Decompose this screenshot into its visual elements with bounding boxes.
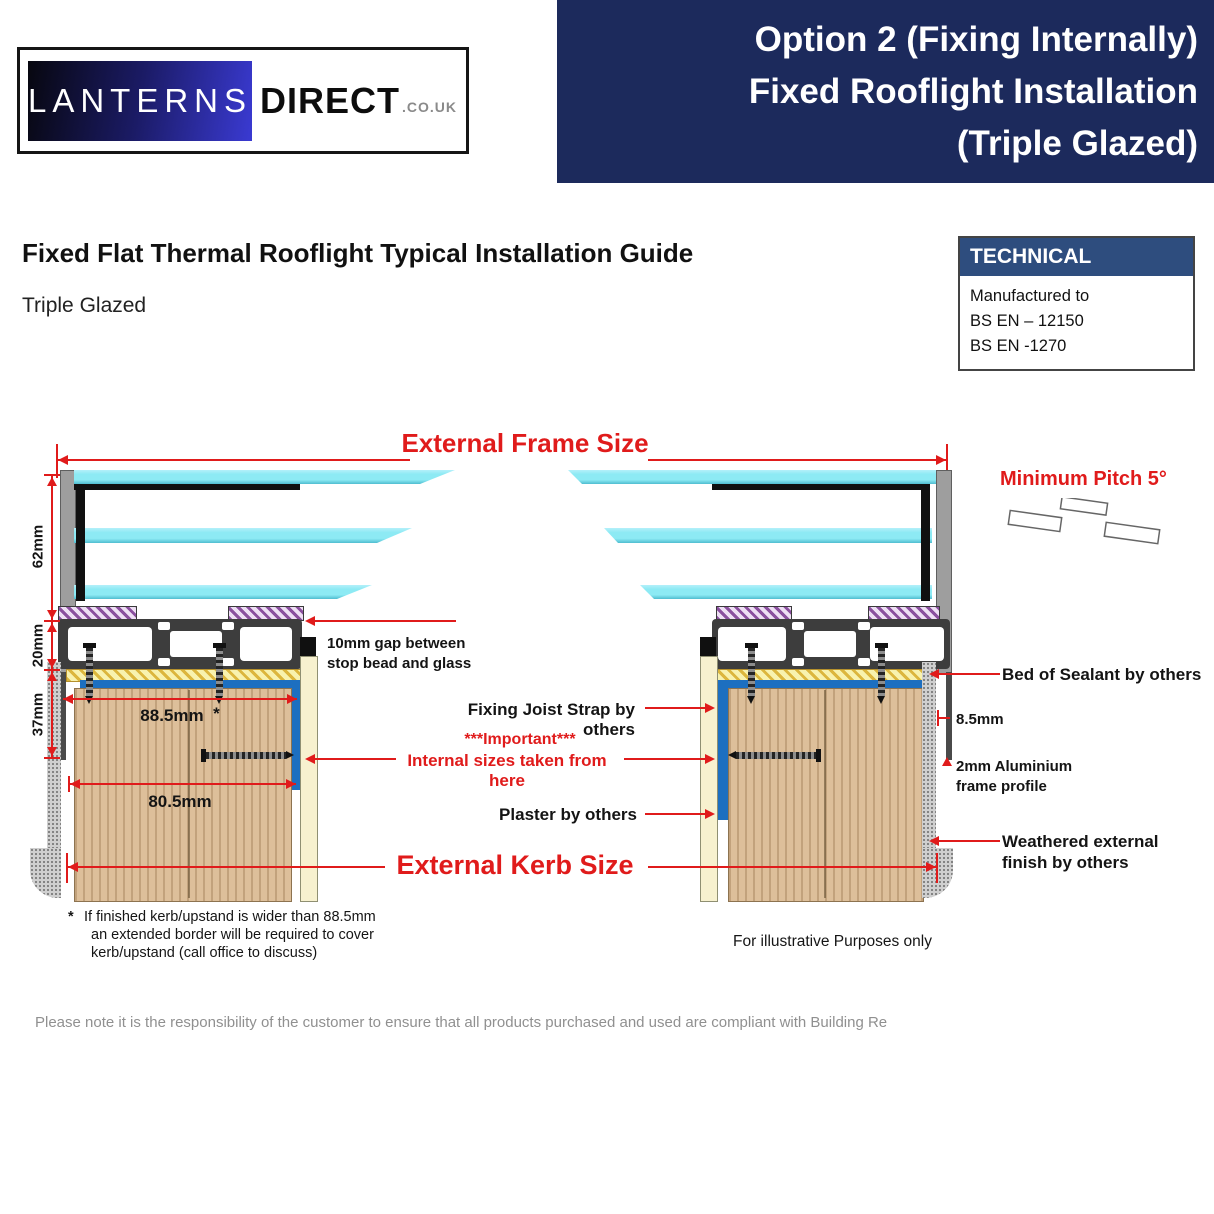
frame-size-arrow-left-icon [58,455,68,465]
dim-arrow-icon [286,779,296,789]
plaster-arrow-line [645,813,707,815]
frame-lip-right [946,672,952,760]
fixing-screw-icon [878,648,885,696]
page-subtitle: Triple Glazed [22,294,147,317]
dim-arrow-icon [287,694,297,704]
gap-85-label: 8.5mm [956,711,1004,728]
glass-pane-middle-left [74,528,412,543]
glass-spacer-vertical-right [921,484,930,601]
internal-sizes-arrow-line-right [624,758,707,760]
joist-arrow-line [645,707,707,709]
kerb-size-tick-right [936,853,938,883]
min-pitch-label: Minimum Pitch 5° [1000,468,1167,490]
banner-line-2: Fixed Rooflight Installation [748,72,1198,111]
dim-805-label: 80.5mm [148,792,212,811]
weathered-label-line2: finish by others [1002,853,1129,872]
footnote-line3: kerb/upstand (call office to discuss) [91,945,318,961]
weathered-label-line1: Weathered external [1002,832,1159,851]
kerb-wood-right [728,688,924,902]
plaster-label: Plaster by others [499,805,637,824]
dim-arrow-icon [47,610,57,619]
stop-bead-left [300,637,316,656]
fixing-screw-icon [86,648,93,696]
internal-sizes-arrow-line-left [314,758,396,760]
joist-strap-screw-icon [736,752,816,759]
kerb-size-label: External Kerb Size [396,850,634,880]
logo-tld-text: .CO.UK [402,98,457,115]
technical-box-header: TECHNICAL [960,238,1193,276]
glass-pane-inner-right [640,585,932,599]
kerb-size-arrow-icon [926,862,936,872]
gap-85-line [939,717,950,719]
kerb-size-line-right [648,866,936,868]
footnote-star: * [68,909,74,925]
gap-arrow-icon [305,616,315,626]
gap-arrow-line [314,620,456,622]
glass-pane-outer-right [568,470,936,484]
glass-spacer-horizontal-left [74,484,300,490]
banner-line-1: Option 2 (Fixing Internally) [754,20,1198,59]
dim-arrow-icon [63,694,73,704]
logo-lanterns-text: LANTERNS [27,81,253,119]
lanterns-direct-logo [17,47,469,154]
sealant-arrow-icon [929,669,939,679]
weathered-finish-right [922,662,936,858]
weathered-arrow-line [938,840,1000,842]
frame-size-arrow-right-icon [936,455,946,465]
gap-label-line2: stop bead and glass [327,655,472,672]
frame-size-label: External Frame Size [401,428,649,458]
weathered-label [1002,831,1182,873]
gap-label [327,634,497,674]
technical-box [958,236,1195,371]
dim-62mm-label: 62mm [29,524,47,569]
joist-strap-label: Fixing Joist Strap by others [467,700,635,739]
alu-profile-label-line1: 2mm Aluminium [956,758,1073,775]
height-dim-tick [44,757,60,759]
technical-box-body [960,276,1193,369]
technical-line-3: BS EN -1270 [970,337,1067,355]
dim-20mm-label: 20mm [29,623,47,668]
alu-profile-label [956,757,1086,797]
footnote-line2: an extended border will be required to cover [91,927,374,943]
glass-pane-outer-left [74,470,455,484]
dim-885-value: 88.5mm [140,706,204,725]
fixing-screw-icon [748,648,755,696]
title-banner [557,0,1214,183]
logo-gradient-panel [28,61,252,141]
dim-arrow-icon [47,477,57,486]
dim-885-line [63,698,297,700]
glass-pane-middle-right [604,528,932,543]
alu-profile-label-line2: frame profile [956,778,1047,795]
joist-strap-screw-icon [206,752,286,759]
stop-bead-right [700,637,716,656]
important-label: ***Important*** [464,731,576,748]
dim-885-label [105,706,255,726]
dim-37mm-label: 37mm [29,692,47,737]
liner-horizontal-left [80,680,302,688]
weathered-arrow-icon [929,836,939,846]
footnote-line1: If finished kerb/upstand is wider than 88.5mm [84,909,376,925]
kerb-size-line-left [68,866,385,868]
banner-line-3: (Triple Glazed) [956,124,1198,163]
illustrative-note: For illustrative Purposes only [733,933,932,950]
glass-pane-inner-left [74,585,372,599]
internal-sizes-arrow-icon [705,754,715,764]
kerb-size-arrow-icon [68,862,78,872]
dim-arrow-icon [47,623,57,632]
internal-sizes-arrow-icon [305,754,315,764]
dim-arrow-icon [70,779,80,789]
joist-arrow-icon [705,703,715,713]
frame-size-line-left [58,459,410,461]
technical-line-1: Manufactured to [970,287,1090,305]
technical-line-2: BS EN – 12150 [970,312,1084,330]
gap-label-line1: 10mm gap between [327,635,466,652]
glass-spacer-horizontal-right [712,484,930,490]
weathered-finish-left [47,662,61,858]
dim-arrow-icon [47,672,57,681]
compliance-note: Please note it is the responsibility of the customer to ensure that all products purchased and used are compliant with Building Re [35,1014,888,1031]
alu-profile-arrow-icon [942,757,952,766]
dim-arrow-icon [47,659,57,668]
dim-805-line [70,783,296,785]
min-pitch-sketch-icon [1005,498,1165,560]
glass-spacer-vertical-left [76,484,85,601]
sealant-label: Bed of Sealant by others [1002,665,1202,684]
height-dim-tick [44,474,60,476]
internal-sizes-label: Internal sizes taken from here [407,751,607,790]
logo-direct-text: DIRECT [260,79,400,121]
sealant-arrow-line [938,673,1000,675]
plaster-arrow-icon [705,809,715,819]
dim-885-star: * [213,704,220,723]
frame-size-line-right [648,459,946,461]
weathered-finish-foot-left [30,848,61,898]
page-title: Fixed Flat Thermal Rooflight Typical Installation Guide [22,238,694,268]
fixing-screw-icon [216,648,223,696]
dim-arrow-icon [47,747,57,756]
